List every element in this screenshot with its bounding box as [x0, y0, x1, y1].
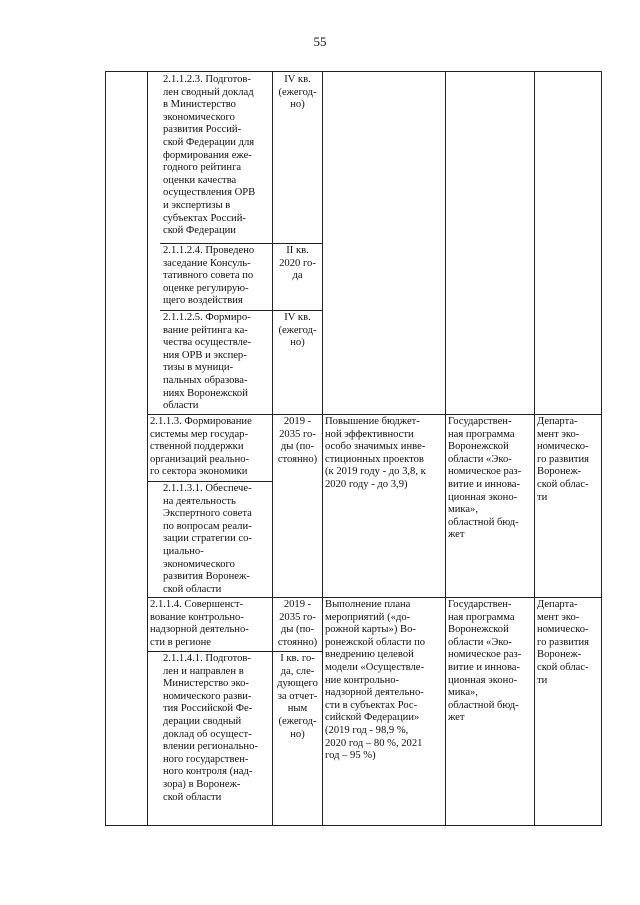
row-2-1-1-4-text: 2.1.1.4. Совершенст- вование контрольно- надзорной деятельно- сти в регионе: [150, 599, 249, 648]
row-2-1-1-4-1-term: I кв. го- да, сле- дующего за отчет- ным (ежегод- но): [277, 653, 318, 740]
row-2-1-1-4-1-text: 2.1.1.4.1. Подготов- лен и направлен в Министерство эко- номического разви- тия Российской Фе- дерации сводный доклад об осущест- влении регионально- ного государствен- ного контроля (над- зора) в Воронеж- ской области: [163, 653, 258, 803]
row-2-1-1-2-3-text: 2.1.1.2.3. Подготов- лен сводный доклад в Министерство экономического развития Россий- ской Федерации для формирования еже- годного рейтинга оценки качества осуществления ОРВ и экспертизы в субъектах Россий- ской Федерации: [163, 74, 256, 237]
row-2-1-1-2-5-term: IV кв. (ежегод- но): [278, 312, 317, 349]
row-2-1-1-4-result: Выполнение плана мероприятий («до- рожной карты») Во- ронежской области по внедрению целевой модели «Осуществле- ние контрольно- надзорной деятельно- сти в субъектах Рос- сийской Федерации» (2019 год - 98,9 %, 2020 год – 80 %, 2021 год – 95 %): [325, 599, 426, 762]
row-2-1-1-3-1-text: 2.1.1.3.1. Обеспече- на деятельность Экспертного совета по вопросам реали- зации стратегии со- циально- экономического развития Воронеж- ской области: [163, 483, 252, 595]
row-2-1-1-2-5-text: 2.1.1.2.5. Формиро- вание рейтинга ка- чества осуществле- ния ОРВ и экспер- тизы в муници- пальных образова- ниях Воронежской области: [163, 312, 252, 412]
row-2-1-1-2-4-text: 2.1.1.2.4. Проведено заседание Консуль- тативного совета по оценке регулирую- щего воздействия: [163, 245, 255, 307]
row-2-1-1-4-executor: Департа- мент эко- номическо- го развития Воронеж- ской облас- ти: [537, 599, 590, 686]
row-2-1-1-2-4-term: II кв. 2020 го- да: [279, 245, 316, 282]
row-2-1-1-2-3-term: IV кв. (ежегод- но): [278, 74, 317, 111]
row-2-1-1-3-program: Государствен- ная программа Воронежской области «Эко- номическое раз- витие и иннова- ционная эконо- мика», областной бюд- жет: [448, 416, 522, 541]
row-2-1-1-3-result: Повышение бюджет- ной эффективности особо значимых инве- стиционных проектов (к 2019 году - до 3,8, к 2020 году - до 3,9): [325, 416, 426, 490]
page-number: 55: [313, 34, 327, 49]
row-2-1-1-4-term: 2019 - 2035 го- ды (по- стоянно): [277, 599, 318, 648]
row-2-1-1-3-term: 2019 - 2035 го- ды (по- стоянно): [277, 416, 318, 465]
row-2-1-1-3-executor: Департа- мент эко- номическо- го развития Воронеж- ской облас- ти: [537, 416, 590, 503]
row-2-1-1-4-program: Государствен- ная программа Воронежской области «Эко- номическое раз- витие и иннова- ционная эконо- мика», областной бюд- жет: [448, 599, 522, 724]
row-2-1-1-3-text: 2.1.1.3. Формирование системы мер государ- ственной поддержки организаций реально- го сектора экономики: [150, 416, 252, 478]
